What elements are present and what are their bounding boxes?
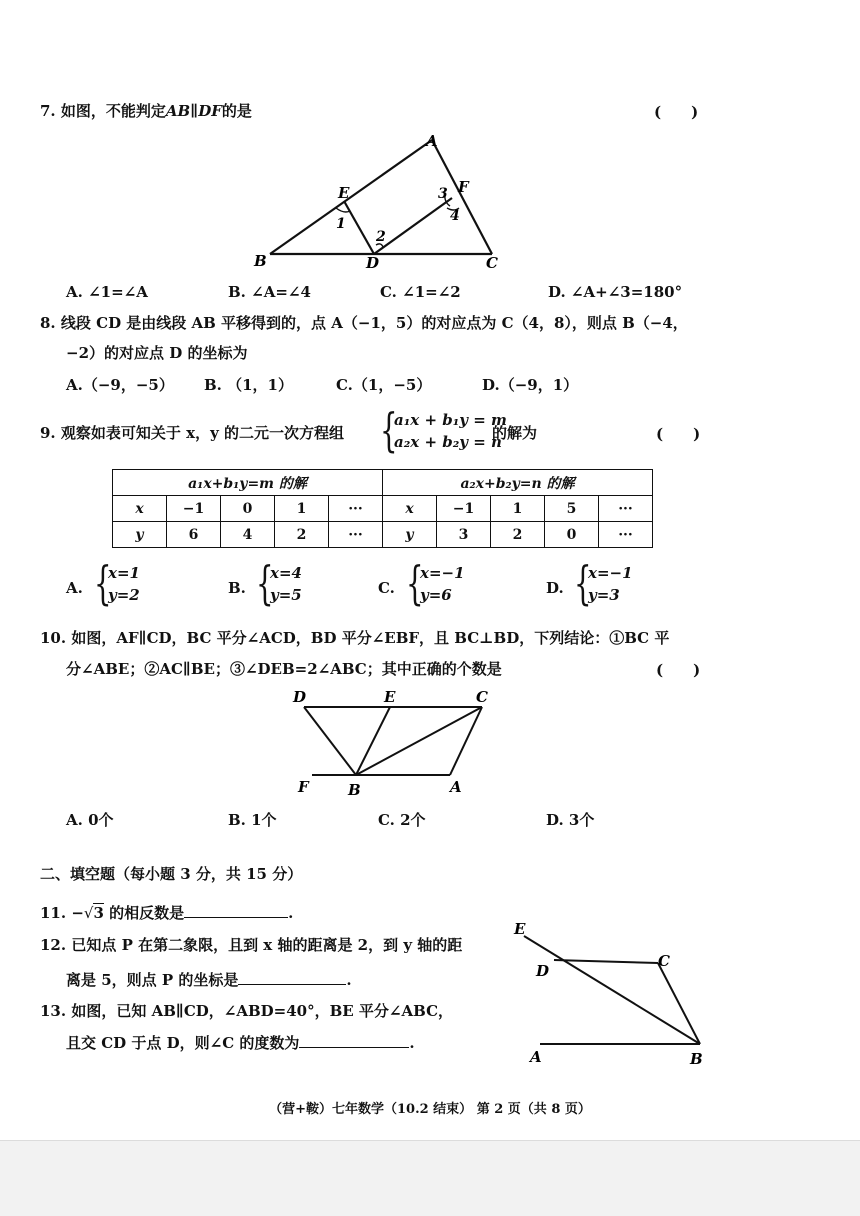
q11-answer-blank[interactable] <box>184 902 288 918</box>
table-cell: 0 <box>545 522 599 548</box>
table-cell: 4 <box>221 522 275 548</box>
table-cell: 2 <box>491 522 545 548</box>
label-C: C <box>658 952 670 970</box>
table-cell: y <box>383 522 437 548</box>
q9-stem-tail: 的解为 <box>492 424 538 442</box>
q7-option-c[interactable]: C. ∠1=∠2 <box>380 283 461 301</box>
label-E: E <box>338 184 350 202</box>
q8-stem-line1: 8. 线段 CD 是由线段 AB 平移得到的，点 A（−1，5）的对应点为 C（4，8），则点 B（−4， <box>40 314 688 332</box>
line-DB <box>304 707 356 775</box>
label-C: C <box>486 254 498 272</box>
label-angle-1: 1 <box>336 216 346 232</box>
label-D: D <box>366 254 380 272</box>
table-cell: −1 <box>437 496 491 522</box>
q8-option-a[interactable]: A.（−9，−5） <box>66 376 174 394</box>
table-cell: 3 <box>437 522 491 548</box>
table-cell: 1 <box>275 496 329 522</box>
label-E: E <box>384 688 396 706</box>
q10-stem-line2: 分∠ABE；②AC∥BE；③∠DEB=2∠ABC；其中正确的个数是 <box>66 660 502 678</box>
table-cell: ··· <box>329 496 383 522</box>
q9-option-b[interactable]: { x=4 y=5 <box>256 556 302 610</box>
label-E: E <box>514 920 526 938</box>
q13-stem-line2: 且交 CD 于点 D，则∠C 的度数为 . <box>66 1034 415 1052</box>
table-header-right: a₂x+b₂y=n 的解 <box>383 470 653 496</box>
q13-answer-blank[interactable] <box>299 1032 409 1048</box>
table-cell: 6 <box>167 522 221 548</box>
table-row-x <box>113 496 653 522</box>
q8-option-d[interactable]: D.（−9，1） <box>482 376 579 394</box>
q9-option-a[interactable]: { x=1 y=2 <box>94 556 140 610</box>
q9-stem: 9. 观察如表可知关于 x，y 的二元一次方程组 <box>40 424 345 442</box>
label-A: A <box>426 132 438 150</box>
q8-option-c[interactable]: C.（1，−5） <box>336 376 432 394</box>
q8-stem-line2: −2）的对应点 D 的坐标为 <box>66 344 248 362</box>
q10-figure <box>290 686 510 802</box>
table-row-y <box>113 522 653 548</box>
q9-option-d-label[interactable]: D. <box>546 579 564 597</box>
q12-answer-blank[interactable] <box>238 969 346 985</box>
q9-answer-paren: ( ) <box>656 425 701 443</box>
line-DC <box>554 960 658 963</box>
label-angle-3: 3 <box>438 186 448 202</box>
table-header-left: a₁x+b₁y=m 的解 <box>113 470 383 496</box>
label-D: D <box>536 962 550 980</box>
label-A: A <box>530 1048 542 1066</box>
q13-stem-line1: 13. 如图，已知 AB∥CD，∠ABD=40°，BE 平分∠ABC， <box>40 1002 454 1020</box>
table-cell: y <box>113 522 167 548</box>
line-CA <box>450 707 482 775</box>
label-B: B <box>254 252 267 270</box>
q9-option-c-label[interactable]: C. <box>378 579 395 597</box>
q9-solution-table <box>112 469 653 548</box>
label-F: F <box>458 178 469 196</box>
label-A: A <box>450 778 462 796</box>
table-cell: 1 <box>491 496 545 522</box>
q9-equation-system: { a₁x + b₁y = m a₂x + b₂y = n <box>380 403 507 457</box>
q7-option-b[interactable]: B. ∠A=∠4 <box>228 283 311 301</box>
q12-stem-line2: 离是 5，则点 P 的坐标是 . <box>66 971 352 989</box>
q9-option-d[interactable]: { x=−1 y=3 <box>574 556 633 610</box>
page-bottom-margin <box>0 1140 860 1216</box>
label-angle-2: 2 <box>376 229 386 245</box>
line-DF <box>374 198 452 254</box>
q7-answer-paren: ( ) <box>654 103 699 121</box>
q10-stem-line1: 10. 如图，AF∥CD，BC 平分∠ACD，BD 平分∠EBF，且 BC⊥BD，下列结论：①BC 平 <box>40 629 670 647</box>
table-cell: ··· <box>599 522 653 548</box>
label-F: F <box>298 778 309 796</box>
q12-stem-line1: 12. 已知点 P 在第二象限，且到 x 轴的距离是 2，到 y 轴的距 <box>40 936 463 954</box>
table-cell: 0 <box>221 496 275 522</box>
line-ED <box>344 201 374 254</box>
page-footer: （营+鞍）七年数学（10.2 结束） 第 2 页（共 8 页） <box>269 1102 591 1117</box>
line-CB <box>356 707 482 775</box>
q10-option-b[interactable]: B. 1个 <box>228 811 277 829</box>
table-cell: x <box>113 496 167 522</box>
section-title: 二、填空题（每小题 3 分，共 15 分） <box>40 865 303 883</box>
table-cell: 5 <box>545 496 599 522</box>
line-EB <box>524 936 700 1044</box>
q11-stem: 11. −√3 的相反数是 . <box>40 904 294 922</box>
q9-option-b-label[interactable]: B. <box>228 579 246 597</box>
q9-option-a-label[interactable]: A. <box>66 579 83 597</box>
label-C: C <box>476 688 488 706</box>
q7-option-d[interactable]: D. ∠A+∠3=180° <box>548 283 683 301</box>
table-cell: ··· <box>329 522 383 548</box>
table-header-row <box>113 470 653 496</box>
label-B: B <box>690 1050 703 1068</box>
q7-option-a[interactable]: A. ∠1=∠A <box>66 283 148 301</box>
line-BA <box>270 140 432 254</box>
q10-option-a[interactable]: A. 0个 <box>66 811 114 829</box>
q9-option-c[interactable]: { x=−1 y=6 <box>406 556 465 610</box>
q7-stem: 7. 如图，不能判定AB∥DF的是 <box>40 102 252 120</box>
q10-option-c[interactable]: C. 2个 <box>378 811 426 829</box>
label-angle-4: 4 <box>450 208 460 224</box>
q8-option-b[interactable]: B. （1，1） <box>204 376 293 394</box>
table-cell: 2 <box>275 522 329 548</box>
table-cell: ··· <box>599 496 653 522</box>
q13-figure <box>508 916 718 1072</box>
label-B: B <box>348 781 361 799</box>
q10-option-d[interactable]: D. 3个 <box>546 811 595 829</box>
q7-figure <box>240 128 520 276</box>
table-cell: −1 <box>167 496 221 522</box>
table-cell: x <box>383 496 437 522</box>
label-D: D <box>293 688 307 706</box>
q10-answer-paren: ( ) <box>656 661 701 679</box>
